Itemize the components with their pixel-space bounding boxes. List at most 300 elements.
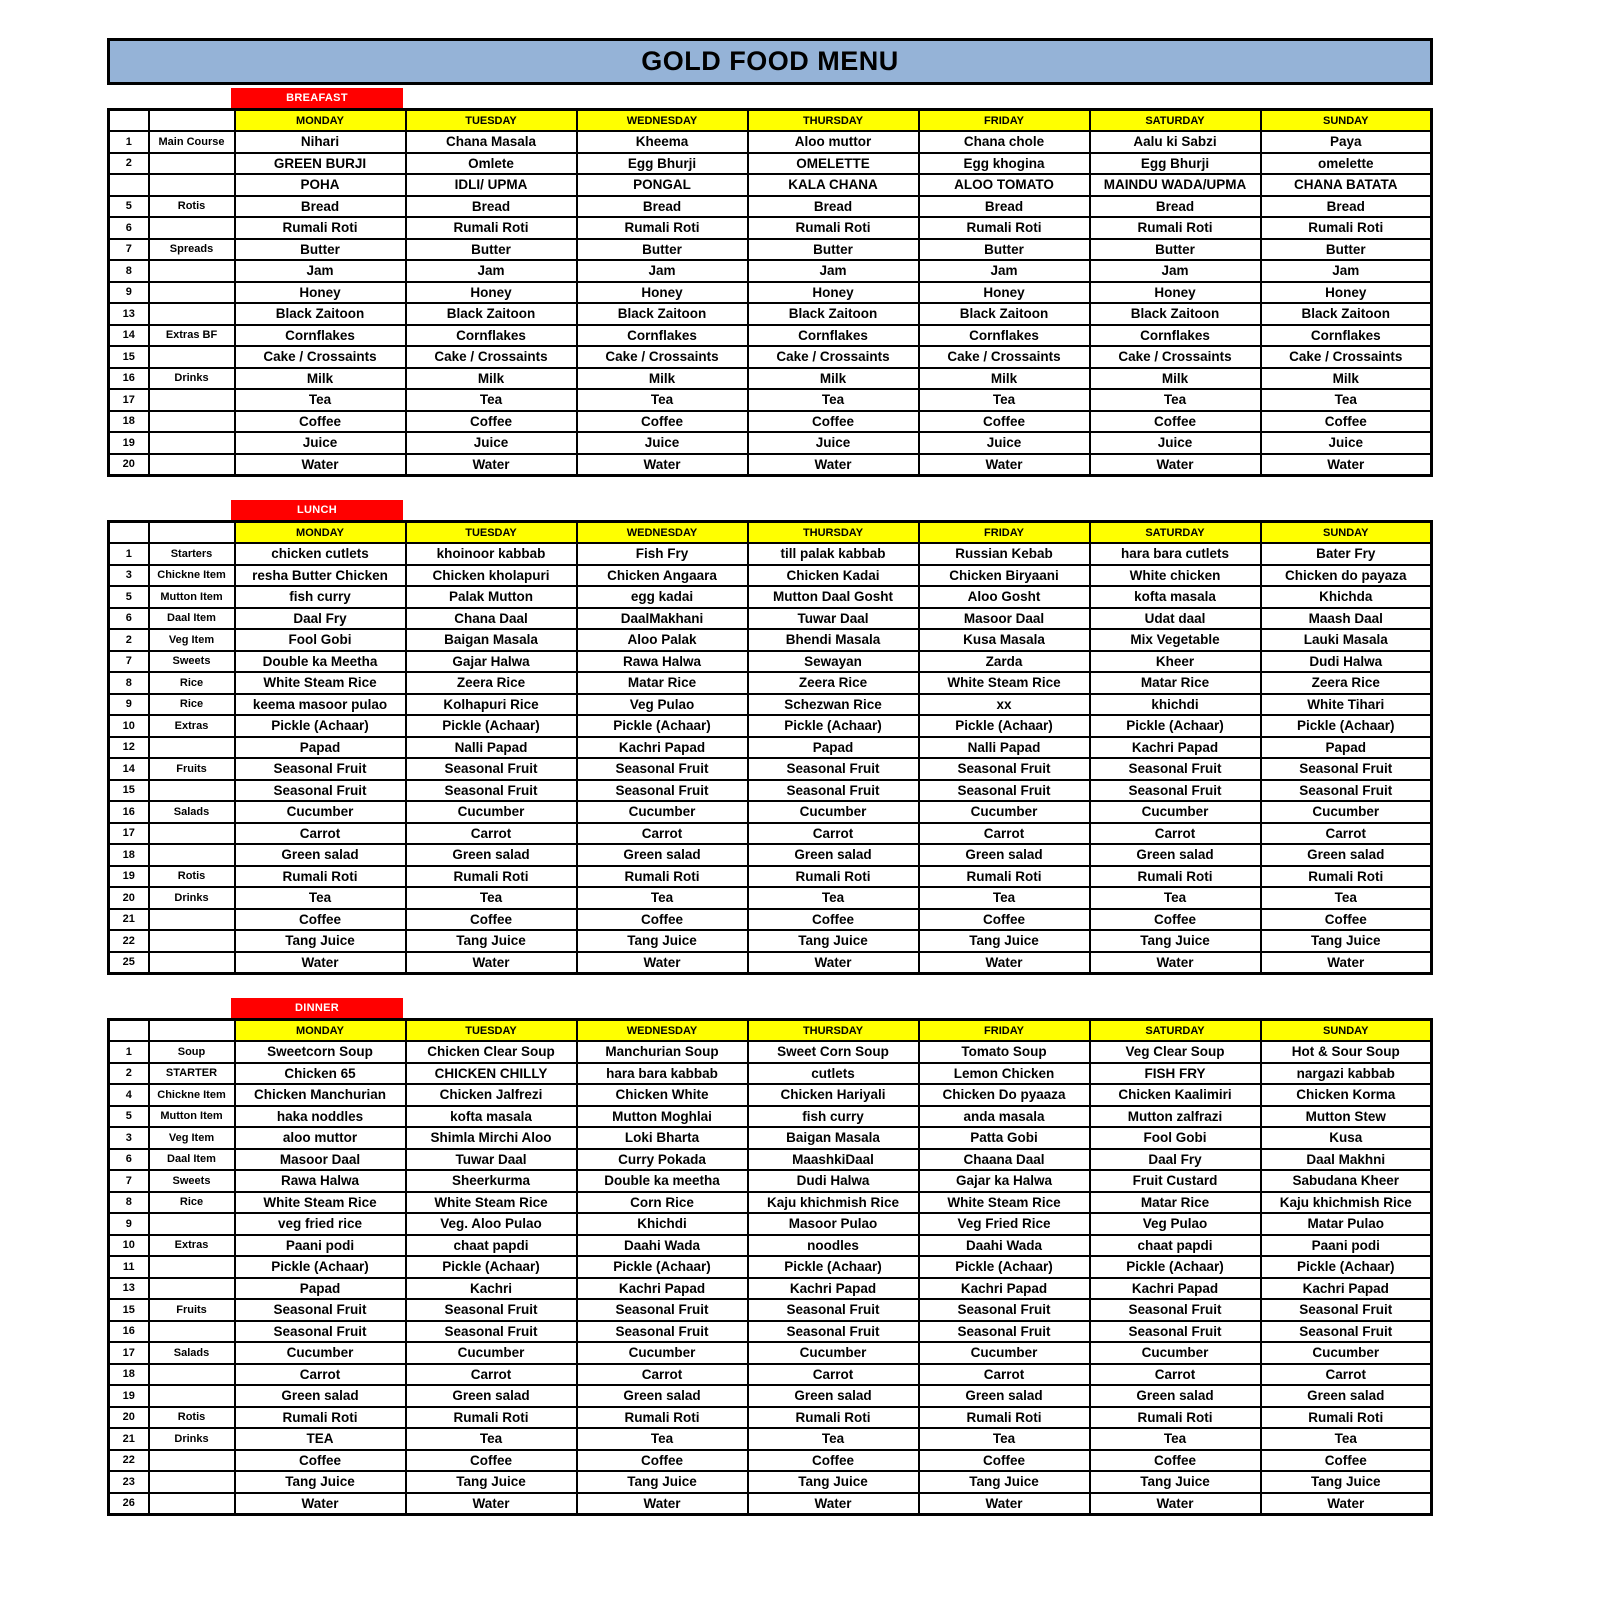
- menu-row: [109, 952, 1432, 974]
- menu-cell: Fish Fry: [577, 543, 748, 565]
- section-label: BREAFAST: [231, 88, 403, 108]
- menu-cell: ALOO TOMATO: [919, 174, 1090, 196]
- menu-cell: Cake / Crossaints: [1090, 346, 1261, 368]
- row-category: Veg Item: [149, 1127, 235, 1149]
- menu-cell: Gajar ka Halwa: [919, 1170, 1090, 1192]
- menu-cell: Juice: [235, 432, 406, 454]
- row-number: 1: [109, 1041, 149, 1063]
- menu-row: [109, 651, 1432, 673]
- day-header: FRIDAY: [919, 1020, 1090, 1042]
- row-number: 6: [109, 608, 149, 630]
- menu-cell: hara bara kabbab: [577, 1063, 748, 1085]
- row-category: [149, 260, 235, 282]
- menu-cell: Bread: [748, 196, 919, 218]
- row-category: [149, 780, 235, 802]
- row-category: Rice: [149, 694, 235, 716]
- menu-table: [107, 520, 1433, 975]
- menu-cell: Carrot: [748, 823, 919, 845]
- menu-cell: Matar Rice: [1090, 672, 1261, 694]
- menu-cell: till palak kabbab: [748, 543, 919, 565]
- menu-cell: Coffee: [235, 1450, 406, 1472]
- menu-cell: Mutton Moghlai: [577, 1106, 748, 1128]
- day-header: MONDAY: [235, 110, 406, 132]
- menu-cell: Aalu ki Sabzi: [1090, 131, 1261, 153]
- menu-cell: MAINDU WADA/UPMA: [1090, 174, 1261, 196]
- menu-cell: Butter: [748, 239, 919, 261]
- menu-cell: Masoor Daal: [235, 1149, 406, 1171]
- menu-cell: Coffee: [577, 411, 748, 433]
- menu-cell: Rumali Roti: [919, 866, 1090, 888]
- menu-cell: Cake / Crossaints: [406, 346, 577, 368]
- menu-cell: Corn Rice: [577, 1192, 748, 1214]
- menu-cell: Kachri Papad: [1090, 737, 1261, 759]
- menu-cell: KALA CHANA: [748, 174, 919, 196]
- menu-cell: Water: [577, 454, 748, 476]
- menu-cell: Cornflakes: [235, 325, 406, 347]
- menu-cell: CHANA BATATA: [1261, 174, 1432, 196]
- menu-table: [107, 1018, 1433, 1516]
- menu-cell: Paani podi: [235, 1235, 406, 1257]
- menu-cell: Egg Bhurji: [577, 153, 748, 175]
- menu-cell: Nalli Papad: [406, 737, 577, 759]
- menu-row: [109, 411, 1432, 433]
- row-number: 1: [109, 543, 149, 565]
- menu-cell: Aloo Palak: [577, 629, 748, 651]
- row-category: [149, 411, 235, 433]
- row-number: 22: [109, 1450, 149, 1472]
- menu-cell: Zeera Rice: [1261, 672, 1432, 694]
- menu-cell: Khichda: [1261, 586, 1432, 608]
- menu-cell: Rumali Roti: [406, 866, 577, 888]
- day-header: TUESDAY: [406, 110, 577, 132]
- menu-cell: Cucumber: [406, 801, 577, 823]
- row-category: [149, 174, 235, 196]
- row-category: Rotis: [149, 196, 235, 218]
- menu-cell: FISH FRY: [1090, 1063, 1261, 1085]
- menu-cell: Tuwar Daal: [748, 608, 919, 630]
- day-header: WEDNESDAY: [577, 110, 748, 132]
- menu-cell: Seasonal Fruit: [406, 758, 577, 780]
- row-category: [149, 1321, 235, 1343]
- menu-cell: Butter: [919, 239, 1090, 261]
- menu-row: [109, 1385, 1432, 1407]
- menu-cell: Omlete: [406, 153, 577, 175]
- day-header: SUNDAY: [1261, 110, 1432, 132]
- menu-row: [109, 909, 1432, 931]
- menu-cell: aloo muttor: [235, 1127, 406, 1149]
- row-number: 18: [109, 844, 149, 866]
- row-number: 11: [109, 1256, 149, 1278]
- menu-cell: Rumali Roti: [235, 866, 406, 888]
- row-category: Chickne Item: [149, 565, 235, 587]
- menu-cell: Black Zaitoon: [919, 303, 1090, 325]
- menu-cell: Cucumber: [235, 1342, 406, 1364]
- row-category: [149, 1278, 235, 1300]
- menu-cell: Kachri Papad: [1261, 1278, 1432, 1300]
- menu-cell: Rumali Roti: [1261, 217, 1432, 239]
- menu-cell: Tea: [577, 1428, 748, 1450]
- menu-cell: Patta Gobi: [919, 1127, 1090, 1149]
- menu-cell: Rumali Roti: [748, 866, 919, 888]
- menu-cell: Chicken 65: [235, 1063, 406, 1085]
- menu-cell: Aloo muttor: [748, 131, 919, 153]
- menu-cell: Veg Pulao: [577, 694, 748, 716]
- menu-cell: Cucumber: [235, 801, 406, 823]
- menu-cell: Honey: [1090, 282, 1261, 304]
- row-number: 2: [109, 153, 149, 175]
- menu-cell: kofta masala: [406, 1106, 577, 1128]
- row-category: [149, 1364, 235, 1386]
- menu-cell: chaat papdi: [406, 1235, 577, 1257]
- row-number: 7: [109, 239, 149, 261]
- menu-cell: khoinoor kabbab: [406, 543, 577, 565]
- menu-cell: Coffee: [235, 909, 406, 931]
- menu-cell: Carrot: [1261, 823, 1432, 845]
- row-number: 19: [109, 1385, 149, 1407]
- menu-cell: Nihari: [235, 131, 406, 153]
- menu-cell: Juice: [1261, 432, 1432, 454]
- menu-cell: Tea: [1261, 887, 1432, 909]
- menu-cell: Tea: [577, 389, 748, 411]
- menu-cell: Bater Fry: [1261, 543, 1432, 565]
- menu-cell: OMELETTE: [748, 153, 919, 175]
- row-category: Main Course: [149, 131, 235, 153]
- menu-row: [109, 239, 1432, 261]
- menu-cell: Coffee: [406, 909, 577, 931]
- menu-cell: Coffee: [1261, 411, 1432, 433]
- menu-row: [109, 715, 1432, 737]
- day-header: SUNDAY: [1261, 522, 1432, 544]
- menu-cell: Milk: [748, 368, 919, 390]
- menu-cell: Tea: [1090, 389, 1261, 411]
- menu-cell: Pickle (Achaar): [577, 715, 748, 737]
- menu-cell: Kusa: [1261, 1127, 1432, 1149]
- row-number: 15: [109, 780, 149, 802]
- menu-cell: GREEN BURJI: [235, 153, 406, 175]
- menu-row: [109, 282, 1432, 304]
- row-number: 12: [109, 737, 149, 759]
- menu-cell: Chicken Korma: [1261, 1084, 1432, 1106]
- menu-cell: Seasonal Fruit: [1261, 780, 1432, 802]
- menu-cell: Carrot: [1090, 823, 1261, 845]
- menu-row: [109, 325, 1432, 347]
- menu-row: [109, 1192, 1432, 1214]
- row-number: 22: [109, 930, 149, 952]
- menu-cell: Chicken Jalfrezi: [406, 1084, 577, 1106]
- day-header: FRIDAY: [919, 522, 1090, 544]
- menu-cell: nargazi kabbab: [1261, 1063, 1432, 1085]
- menu-cell: Seasonal Fruit: [1261, 1299, 1432, 1321]
- menu-row: [109, 1213, 1432, 1235]
- menu-cell: Green salad: [577, 844, 748, 866]
- row-category: [149, 844, 235, 866]
- menu-cell: Jam: [1261, 260, 1432, 282]
- menu-cell: veg fried rice: [235, 1213, 406, 1235]
- menu-cell: Seasonal Fruit: [1090, 780, 1261, 802]
- row-number: 7: [109, 651, 149, 673]
- row-category: Drinks: [149, 1428, 235, 1450]
- menu-cell: Carrot: [577, 823, 748, 845]
- menu-cell: Seasonal Fruit: [235, 780, 406, 802]
- row-category: [149, 153, 235, 175]
- menu-cell: Tea: [748, 389, 919, 411]
- menu-row: [109, 217, 1432, 239]
- menu-row: [109, 758, 1432, 780]
- menu-cell: Chicken Manchurian: [235, 1084, 406, 1106]
- menu-cell: Fool Gobi: [1090, 1127, 1261, 1149]
- row-category: [149, 303, 235, 325]
- row-category: Extras: [149, 1235, 235, 1257]
- menu-cell: Cornflakes: [919, 325, 1090, 347]
- row-category: [149, 217, 235, 239]
- row-number: 17: [109, 823, 149, 845]
- menu-cell: fish curry: [235, 586, 406, 608]
- menu-cell: Green salad: [406, 844, 577, 866]
- row-number: 6: [109, 1149, 149, 1171]
- menu-cell: Pickle (Achaar): [577, 1256, 748, 1278]
- menu-cell: Water: [748, 952, 919, 974]
- menu-cell: Water: [919, 1493, 1090, 1515]
- menu-cell: Tea: [577, 887, 748, 909]
- menu-cell: Rawa Halwa: [577, 651, 748, 673]
- menu-cell: Butter: [406, 239, 577, 261]
- menu-row: [109, 1471, 1432, 1493]
- menu-cell: Udat daal: [1090, 608, 1261, 630]
- menu-cell: Daahi Wada: [577, 1235, 748, 1257]
- menu-cell: Rumali Roti: [748, 217, 919, 239]
- menu-cell: Coffee: [235, 411, 406, 433]
- menu-cell: Seasonal Fruit: [748, 1321, 919, 1343]
- menu-cell: Seasonal Fruit: [919, 780, 1090, 802]
- menu-cell: Cucumber: [406, 1342, 577, 1364]
- menu-cell: White Steam Rice: [235, 1192, 406, 1214]
- row-number: 9: [109, 694, 149, 716]
- menu-cell: Shimla Mirchi Aloo: [406, 1127, 577, 1149]
- section-label: DINNER: [231, 998, 403, 1018]
- menu-cell: Green salad: [919, 844, 1090, 866]
- row-category: Spreads: [149, 239, 235, 261]
- menu-row: [109, 887, 1432, 909]
- menu-cell: IDLI/ UPMA: [406, 174, 577, 196]
- menu-cell: Tuwar Daal: [406, 1149, 577, 1171]
- menu-cell: Kusa Masala: [919, 629, 1090, 651]
- row-number: 20: [109, 454, 149, 476]
- row-number: 17: [109, 1342, 149, 1364]
- menu-cell: Bread: [235, 196, 406, 218]
- header-row: [109, 522, 1432, 544]
- menu-cell: CHICKEN CHILLY: [406, 1063, 577, 1085]
- menu-cell: Water: [235, 952, 406, 974]
- header-row: [109, 110, 1432, 132]
- day-header: TUESDAY: [406, 522, 577, 544]
- menu-section: [107, 500, 1433, 975]
- menu-cell: Water: [1090, 1493, 1261, 1515]
- menu-cell: Cake / Crossaints: [577, 346, 748, 368]
- row-category: Sweets: [149, 651, 235, 673]
- menu-cell: Butter: [1261, 239, 1432, 261]
- row-category: [149, 930, 235, 952]
- corner-cell: [109, 110, 149, 132]
- menu-cell: Kachri Papad: [919, 1278, 1090, 1300]
- menu-cell: Tang Juice: [235, 930, 406, 952]
- day-header: FRIDAY: [919, 110, 1090, 132]
- row-category: Extras: [149, 715, 235, 737]
- corner-cell: [109, 1020, 149, 1042]
- menu-cell: Jam: [748, 260, 919, 282]
- menu-cell: Juice: [1090, 432, 1261, 454]
- menu-cell: Butter: [235, 239, 406, 261]
- row-number: 25: [109, 952, 149, 974]
- menu-cell: Butter: [1090, 239, 1261, 261]
- menu-row: [109, 1235, 1432, 1257]
- menu-row: [109, 1041, 1432, 1063]
- menu-cell: Tea: [1261, 1428, 1432, 1450]
- menu-cell: Coffee: [406, 1450, 577, 1472]
- row-number: 5: [109, 586, 149, 608]
- menu-cell: Water: [1261, 1493, 1432, 1515]
- menu-cell: Carrot: [235, 823, 406, 845]
- menu-cell: Water: [1261, 454, 1432, 476]
- row-number: 1: [109, 131, 149, 153]
- menu-cell: Tea: [919, 1428, 1090, 1450]
- day-header: THURSDAY: [748, 110, 919, 132]
- menu-row: [109, 737, 1432, 759]
- menu-cell: Matar Rice: [577, 672, 748, 694]
- menu-cell: Double ka meetha: [577, 1170, 748, 1192]
- menu-cell: Mutton zalfrazi: [1090, 1106, 1261, 1128]
- menu-cell: Kaju khichmish Rice: [1261, 1192, 1432, 1214]
- menu-row: [109, 1278, 1432, 1300]
- menu-cell: Black Zaitoon: [235, 303, 406, 325]
- menu-cell: Seasonal Fruit: [748, 780, 919, 802]
- row-category: [149, 1450, 235, 1472]
- menu-cell: Green salad: [577, 1385, 748, 1407]
- row-category: Daal Item: [149, 1149, 235, 1171]
- menu-cell: Seasonal Fruit: [1090, 1299, 1261, 1321]
- menu-cell: Seasonal Fruit: [406, 780, 577, 802]
- menu-cell: Seasonal Fruit: [577, 780, 748, 802]
- row-number: 8: [109, 672, 149, 694]
- menu-cell: Cucumber: [919, 1342, 1090, 1364]
- menu-cell: Kaju khichmish Rice: [748, 1192, 919, 1214]
- row-category: [149, 1493, 235, 1515]
- menu-cell: PONGAL: [577, 174, 748, 196]
- menu-row: [109, 1299, 1432, 1321]
- menu-cell: Lauki Masala: [1261, 629, 1432, 651]
- menu-cell: Green salad: [1090, 844, 1261, 866]
- menu-cell: cutlets: [748, 1063, 919, 1085]
- menu-row: [109, 1106, 1432, 1128]
- menu-row: [109, 694, 1432, 716]
- row-number: 17: [109, 389, 149, 411]
- menu-cell: Coffee: [748, 909, 919, 931]
- menu-cell: Rumali Roti: [1261, 1407, 1432, 1429]
- menu-cell: Pickle (Achaar): [919, 715, 1090, 737]
- menu-cell: White Steam Rice: [919, 672, 1090, 694]
- menu-cell: Manchurian Soup: [577, 1041, 748, 1063]
- menu-cell: Sweetcorn Soup: [235, 1041, 406, 1063]
- menu-cell: Tang Juice: [406, 930, 577, 952]
- menu-cell: Sabudana Kheer: [1261, 1170, 1432, 1192]
- menu-cell: Schezwan Rice: [748, 694, 919, 716]
- menu-cell: Egg khogina: [919, 153, 1090, 175]
- menu-cell: Kachri Papad: [577, 737, 748, 759]
- row-number: 5: [109, 196, 149, 218]
- row-category: [149, 282, 235, 304]
- menu-cell: Black Zaitoon: [1261, 303, 1432, 325]
- menu-cell: Chicken Biryaani: [919, 565, 1090, 587]
- menu-cell: Carrot: [748, 1364, 919, 1386]
- menu-cell: Carrot: [235, 1364, 406, 1386]
- menu-document: [107, 38, 1433, 1516]
- menu-cell: Kheema: [577, 131, 748, 153]
- menu-cell: Rumali Roti: [406, 217, 577, 239]
- menu-cell: Tomato Soup: [919, 1041, 1090, 1063]
- row-category: Drinks: [149, 887, 235, 909]
- row-number: 19: [109, 432, 149, 454]
- menu-cell: Chicken kholapuri: [406, 565, 577, 587]
- menu-cell: Carrot: [919, 823, 1090, 845]
- row-category: Sweets: [149, 1170, 235, 1192]
- menu-cell: Coffee: [1090, 411, 1261, 433]
- menu-cell: Veg Clear Soup: [1090, 1041, 1261, 1063]
- row-number: 15: [109, 1299, 149, 1321]
- menu-cell: Pickle (Achaar): [1090, 715, 1261, 737]
- menu-cell: Egg Bhurji: [1090, 153, 1261, 175]
- header-row: [109, 1020, 1432, 1042]
- sections: [107, 88, 1433, 1516]
- row-category: Extras BF: [149, 325, 235, 347]
- menu-row: [109, 346, 1432, 368]
- menu-cell: Water: [1090, 454, 1261, 476]
- menu-row: [109, 1256, 1432, 1278]
- menu-cell: keema masoor pulao: [235, 694, 406, 716]
- menu-cell: Seasonal Fruit: [1090, 758, 1261, 780]
- menu-cell: Loki Bharta: [577, 1127, 748, 1149]
- menu-cell: Milk: [235, 368, 406, 390]
- menu-cell: Khichdi: [577, 1213, 748, 1235]
- menu-cell: Juice: [748, 432, 919, 454]
- menu-cell: Tea: [406, 389, 577, 411]
- menu-cell: Mutton Daal Gosht: [748, 586, 919, 608]
- row-number: 5: [109, 1106, 149, 1128]
- menu-cell: Pickle (Achaar): [1261, 715, 1432, 737]
- menu-cell: Seasonal Fruit: [1261, 1321, 1432, 1343]
- menu-cell: Daahi Wada: [919, 1235, 1090, 1257]
- menu-cell: Rawa Halwa: [235, 1170, 406, 1192]
- menu-cell: Cake / Crossaints: [235, 346, 406, 368]
- menu-cell: Seasonal Fruit: [748, 1299, 919, 1321]
- menu-cell: chicken cutlets: [235, 543, 406, 565]
- menu-cell: Seasonal Fruit: [919, 1299, 1090, 1321]
- row-number: 18: [109, 1364, 149, 1386]
- menu-cell: Pickle (Achaar): [1090, 1256, 1261, 1278]
- menu-cell: Pickle (Achaar): [919, 1256, 1090, 1278]
- row-category: [149, 952, 235, 974]
- menu-cell: Tang Juice: [577, 930, 748, 952]
- menu-cell: Rumali Roti: [235, 217, 406, 239]
- menu-cell: DaalMakhani: [577, 608, 748, 630]
- menu-cell: Jam: [577, 260, 748, 282]
- menu-cell: Jam: [919, 260, 1090, 282]
- row-category: Veg Item: [149, 629, 235, 651]
- day-header: WEDNESDAY: [577, 1020, 748, 1042]
- menu-cell: Tea: [406, 1428, 577, 1450]
- menu-cell: Black Zaitoon: [406, 303, 577, 325]
- menu-cell: Veg Pulao: [1090, 1213, 1261, 1235]
- menu-cell: Honey: [235, 282, 406, 304]
- menu-cell: Chicken Kaalimiri: [1090, 1084, 1261, 1106]
